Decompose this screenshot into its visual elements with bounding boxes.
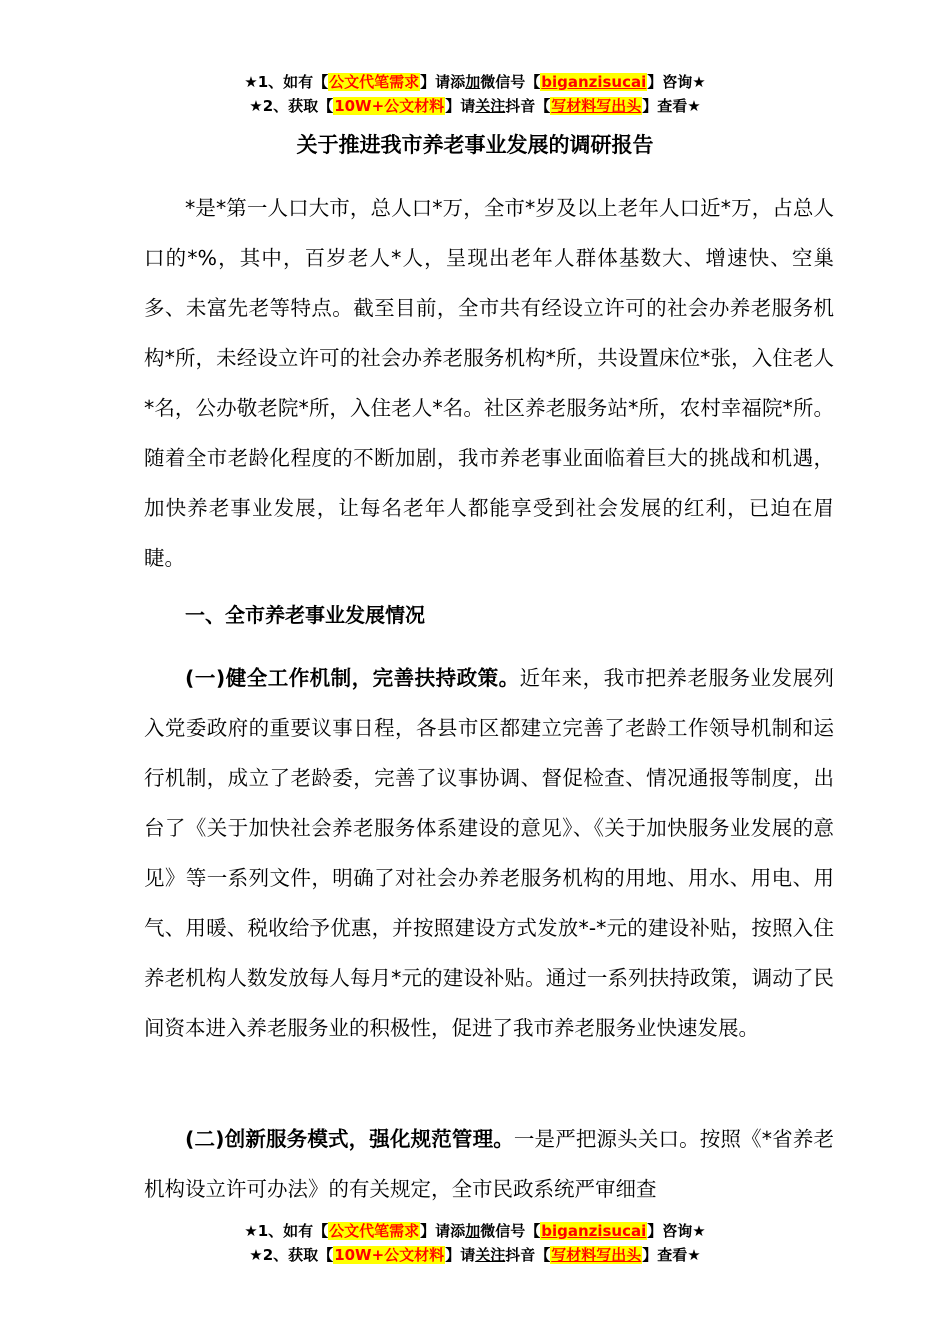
banner-text: 】查看★ xyxy=(642,97,701,115)
banner-text: ★2、获取【 xyxy=(249,97,334,115)
banner-text: 】请添 xyxy=(420,73,466,91)
subsection-1-heading: (一)健全工作机制，完善扶持政策。 xyxy=(185,666,520,690)
subsection-2-paragraph xyxy=(144,1114,834,1214)
banner-text: ★1、如有【 xyxy=(244,73,329,91)
subsection-1-text: 近年来，我市把养老服务业发展列入党委政府的重要议事日程，各县市区都建立完善了老龄工作领导机制和运行机制，成立了老龄委，完善了议事协调、督促检查、情况通报等制度，出台了《关于加快社会养老服务体系建设的意见》、《关于加快服务业发展的意见》等一系列文件，明确了对社会办养老服务机构的用地、用水、用电、用气、用暖、税收给予优惠，并按照建设方式发放*-*元的建设补贴，按照入住养老机构人数发放每人每月*元的建设补贴。通过一系列扶持政策，调动了民间资本进入养老服务业的积极性，促进了我市养老服务业快速发展。 xyxy=(144,666,834,1040)
banner-text: 】咨询★ xyxy=(647,1222,706,1240)
highlight-service: 公文代笔需求 xyxy=(329,1222,420,1240)
intro-paragraph: *是*第一人口大市，总人口*万，全市*岁及以上老年人口近*万，占总人口的*%，其中，百岁老人*人，呈现出老年人群体基数大、增速快、空巢多、未富先老等特点。截至目前，全市共有经设立许可的社会办养老服务机构*所，未经设立许可的社会办养老服务机构*所，共设置床位*张，入住老人*名，公办敬老院*所，入住老人*名。社区养老服务站*所，农村幸福院*所。随着全市老龄化程度的不断加剧，我市养老事业面临着巨大的挑战和机遇，加快养老事业发展，让每名老年人都能享受到社会发展的红利，已迫在眉睫。 xyxy=(144,196,834,570)
subsection-1-paragraph xyxy=(144,653,834,1053)
footer-banner-line-1 xyxy=(0,1219,950,1243)
banner-text: 】咨询★ xyxy=(647,73,706,91)
subsection-2-heading: (二)创新服务模式，强化规范管理。 xyxy=(185,1127,514,1151)
banner-text: 加 xyxy=(465,73,481,91)
banner-text: 微信号【 xyxy=(480,73,541,91)
banner-text: 】查看★ xyxy=(642,1246,701,1264)
banner-text: ★2、获取【 xyxy=(249,1246,334,1264)
subsection-2-text: 一是严把源头关口。按照《*省养老机构设立许可办法》的有关规定，全市民政系统严审细查 xyxy=(144,1127,834,1201)
highlight-wechat-id: biganzisucai xyxy=(541,1222,647,1240)
highlight-douyin: 写材料写出头 xyxy=(551,1246,642,1264)
banner-text: 微信号【 xyxy=(480,1222,541,1240)
header-banner-line-2 xyxy=(0,94,950,118)
section-heading-1: 一、全市养老事业发展情况 xyxy=(185,603,425,627)
highlight-materials: 10W+公文材料 xyxy=(334,1246,445,1264)
banner-text: 】请添 xyxy=(420,1222,466,1240)
highlight-douyin: 写材料写出头 xyxy=(551,97,642,115)
highlight-materials: 10W+公文材料 xyxy=(334,97,445,115)
banner-text: 关注 xyxy=(475,1246,506,1264)
banner-text: 】请 xyxy=(445,97,476,115)
banner-text: 关注 xyxy=(475,97,506,115)
highlight-service: 公文代笔需求 xyxy=(329,73,420,91)
banner-text: ★1、如有【 xyxy=(244,1222,329,1240)
highlight-wechat-id: biganzisucai xyxy=(541,73,647,91)
banner-text: 加 xyxy=(465,1222,481,1240)
header-banner-line-1 xyxy=(0,70,950,94)
document-title: 关于推进我市养老事业发展的调研报告 xyxy=(296,133,654,157)
banner-text: 抖音【 xyxy=(505,97,551,115)
banner-text: 抖音【 xyxy=(505,1246,551,1264)
footer-banner-line-2 xyxy=(0,1243,950,1267)
banner-text: 】请 xyxy=(445,1246,476,1264)
